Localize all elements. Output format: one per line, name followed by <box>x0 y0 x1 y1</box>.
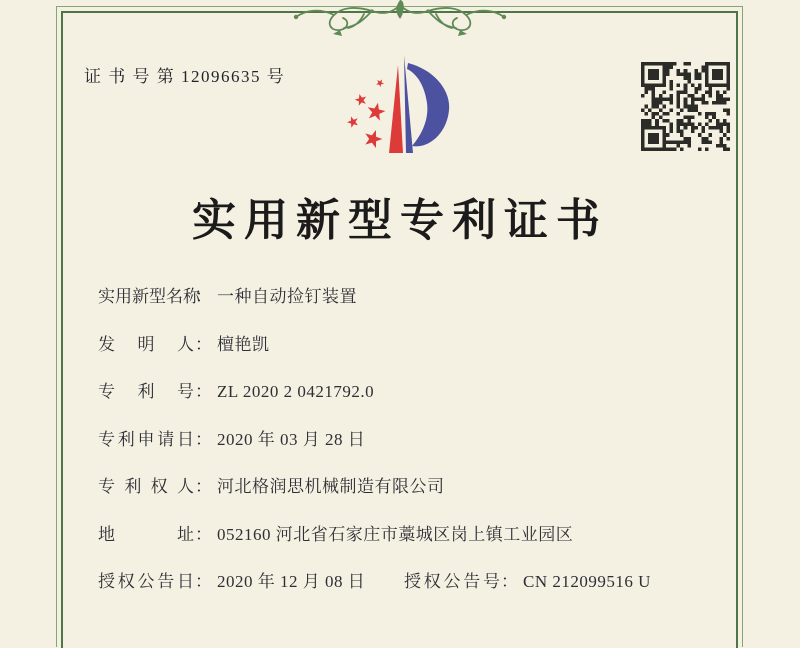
field-colon: ： <box>195 525 212 544</box>
field-row-utility-model-name <box>98 282 357 307</box>
field-row-patentee <box>98 472 445 497</box>
field-value: 檀艳凯 <box>217 335 270 354</box>
field-value: 河北格润思机械制造有限公司 <box>217 477 445 496</box>
cnipa-logo <box>332 50 466 168</box>
top-ornament-flourish <box>278 0 522 38</box>
field-row-address <box>98 520 573 545</box>
field-label: 授权公告号 <box>404 572 500 591</box>
field-label: 地 址 <box>98 525 194 544</box>
field-colon: ： <box>195 382 212 401</box>
field-colon: ： <box>195 572 212 591</box>
field-row-grant-number <box>404 567 651 592</box>
field-label: 发 明 人 <box>98 335 194 354</box>
field-label: 实用新型名称 <box>98 287 200 306</box>
field-colon: ： <box>501 572 518 591</box>
field-row-patent-number <box>98 377 374 402</box>
field-label: 授权公告日 <box>98 572 194 591</box>
field-value: 一种自动捡钉装置 <box>217 287 357 306</box>
field-value: ZL 2020 2 0421792.0 <box>217 382 375 401</box>
field-colon: ： <box>195 335 212 354</box>
field-colon: ： <box>195 477 212 496</box>
logo-blue-bowl <box>407 63 449 146</box>
certificate-number: 证 书 号 第 12096635 号 <box>84 67 286 86</box>
field-value: 2020 年 03 月 28 日 <box>217 430 366 449</box>
field-colon: ： <box>195 430 212 449</box>
field-value: 052160 河北省石家庄市藁城区岗上镇工业园区 <box>217 525 574 544</box>
field-value: 2020 年 12 月 08 日 <box>217 572 366 591</box>
field-label: 专 利 权 人 <box>98 477 194 496</box>
field-row-filing-date <box>98 425 365 450</box>
field-colon: ： <box>195 287 212 306</box>
star-icon <box>346 77 387 149</box>
field-value: CN 212099516 U <box>523 572 651 591</box>
logo-red-spike <box>389 65 403 153</box>
field-row-grant-date <box>98 567 365 592</box>
qr-code <box>641 62 730 151</box>
certificate-title: 实用新型专利证书 <box>192 196 608 245</box>
field-label: 专利申请日 <box>98 430 194 449</box>
field-label: 专 利 号 <box>98 382 194 401</box>
field-row-inventor <box>98 330 270 355</box>
